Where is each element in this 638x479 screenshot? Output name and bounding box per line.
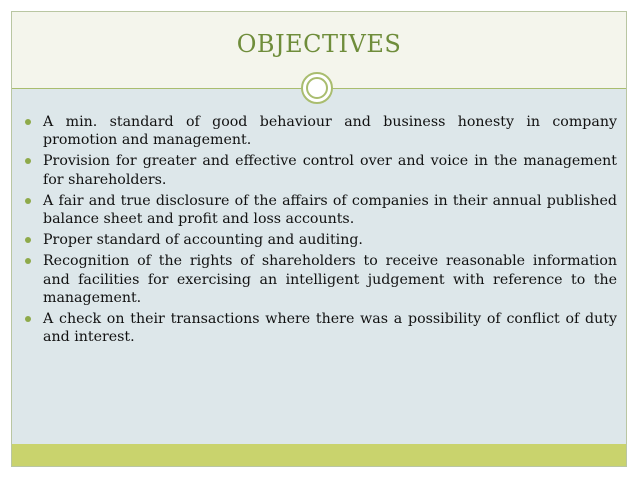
bullet-text: A fair and true disclosure of the affairs of companies in their annual published balance sheet and profit and loss accounts. [43, 192, 617, 228]
bullet-text: A min. standard of good behaviour and business honesty in company promotion and management. [43, 114, 617, 149]
bullet-text: A check on their transactions where there was a possibility of conflict of duty and interest. [43, 311, 617, 346]
bullet-item [21, 252, 617, 307]
bullet-dot-icon [25, 198, 31, 204]
bullet-dot-icon [25, 119, 31, 125]
bullet-dot-icon [25, 237, 31, 243]
bullet-text: Provision for greater and effective control over and voice in the management for shareholders. [43, 153, 617, 188]
bullet-dot-icon [25, 158, 31, 164]
bullet-text: Recognition of the rights of shareholders to receive reasonable information and facilities for exercising an intelligent judgement with reference to the management. [43, 253, 617, 306]
bullet-item [21, 310, 617, 346]
bullet-dot-icon [25, 258, 31, 264]
circle-ornament-icon [301, 72, 333, 104]
bullet-item [21, 152, 617, 188]
bullet-text: Proper standard of accounting and auditing. [43, 232, 363, 249]
bullet-dot-icon [25, 316, 31, 322]
bottom-accent-bar [12, 444, 626, 466]
bullet-list [21, 113, 617, 349]
slide-frame [11, 11, 627, 467]
bullet-item [21, 113, 617, 149]
bullet-item [21, 192, 617, 228]
bullet-item [21, 231, 617, 249]
slide-title: OBJECTIVES [236, 30, 402, 58]
